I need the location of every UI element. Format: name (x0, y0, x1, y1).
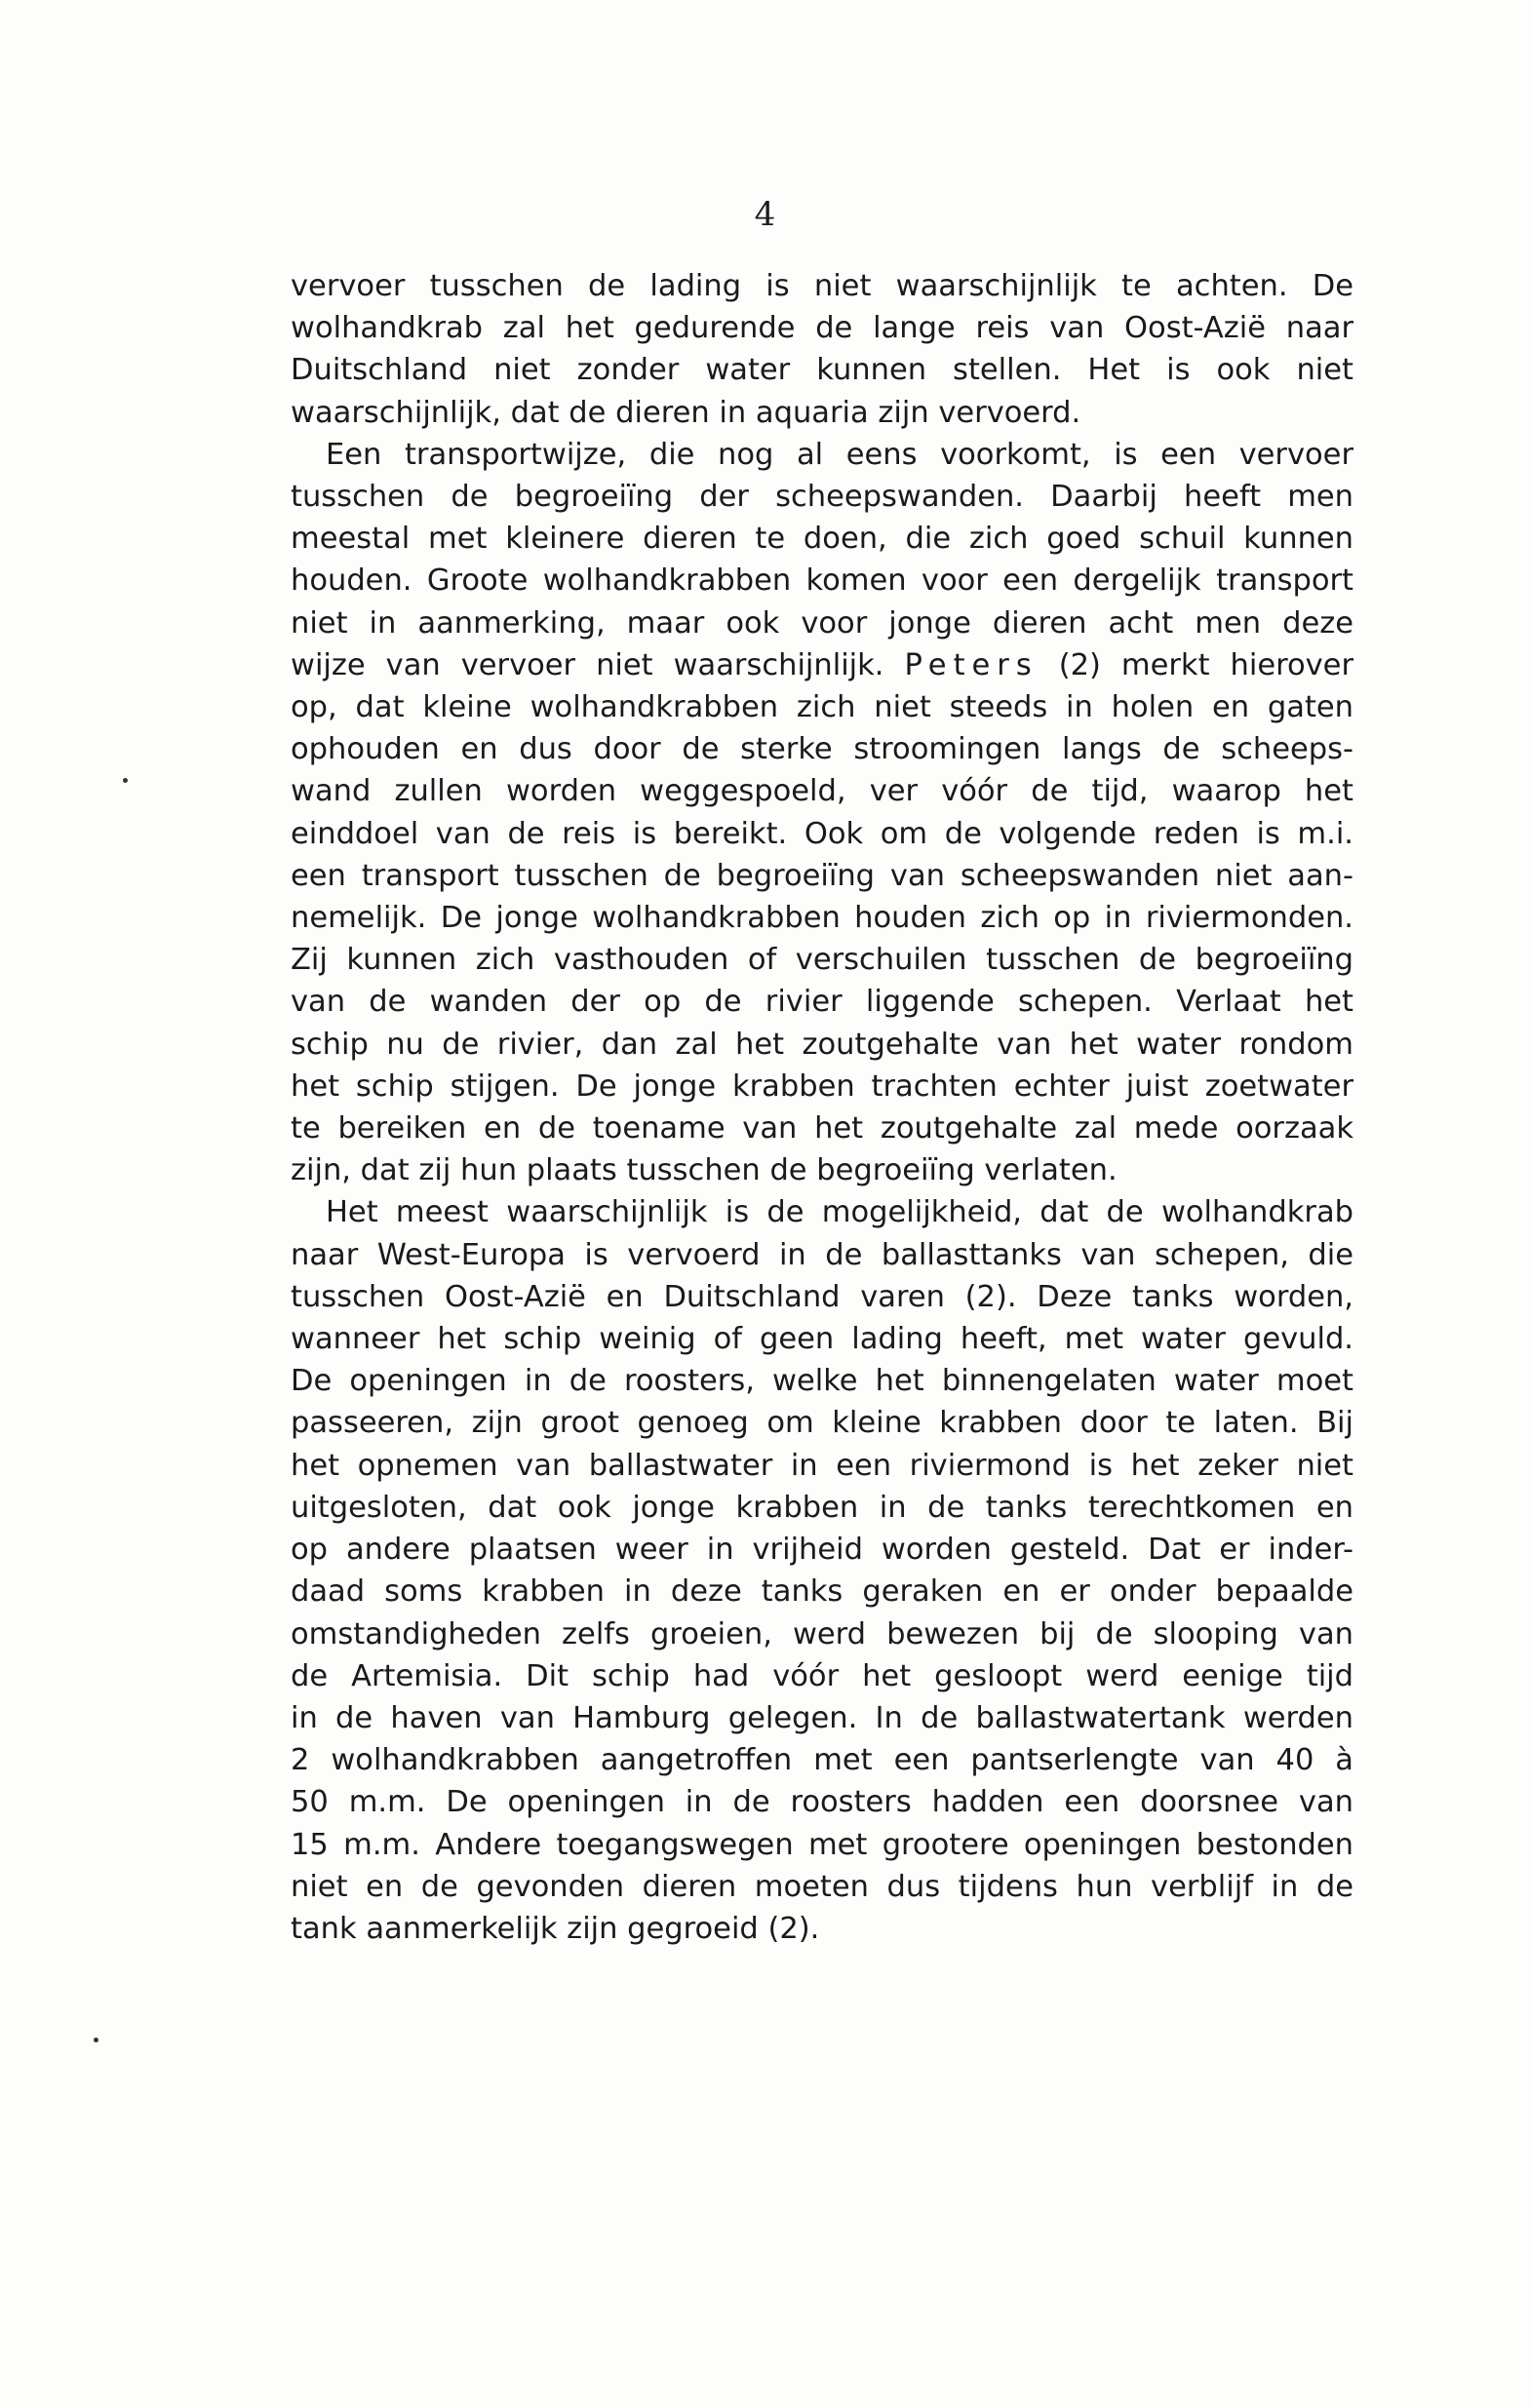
text-line: zijn, dat zij hun plaats tusschen de begroeiïng verlaten. (291, 1153, 1118, 1188)
body-text (291, 265, 1353, 1950)
text-line: nemelijk. De jonge wolhandkrabben houden zich op in riviermonden. (291, 901, 1353, 936)
text-line: op, dat kleine wolhandkrabben zich niet steeds in holen en gaten (291, 690, 1353, 725)
text-line: wanneer het schip weinig of geen lading heeft, met water gevuld. (291, 1322, 1353, 1357)
text-line: wolhandkrab zal het gedurende de lange reis van Oost-Azië naar (291, 311, 1353, 346)
text-line: uitgesloten, dat ook jonge krabben in de tanks terechtkomen en (291, 1490, 1353, 1525)
text-line: daad soms krabben in deze tanks geraken en er onder bepaalde (291, 1574, 1353, 1610)
text-line: het opnemen van ballastwater in een riviermond is het zeker niet (291, 1448, 1353, 1483)
text-line: omstandigheden zelfs groeien, werd bewezen bij de slooping van (291, 1616, 1353, 1651)
text-line: van de wanden der op de rivier liggende schepen. Verlaat het (291, 985, 1353, 1020)
text-line: Zij kunnen zich vasthouden of verschuilen tusschen de begroeiïng (291, 943, 1353, 978)
text-line: tusschen de begroeiïng der scheepswanden. Daarbij heeft men (291, 480, 1353, 515)
text-line: wijze van vervoer niet waarschijnlijk. Peters (2) merkt hierover (291, 647, 1353, 682)
text-line: schip nu de rivier, dan zal het zoutgehalte van het water rondom (291, 1027, 1353, 1062)
text-line: passeeren, zijn groot genoeg om kleine krabben door te laten. Bij (291, 1406, 1353, 1441)
paragraph (291, 434, 1353, 1192)
text-line: niet en de gevonden dieren moeten dus tijdens hun verblijf in de (291, 1869, 1353, 1904)
text-line: De openingen in de roosters, welke het binnengelaten water moet (291, 1364, 1353, 1399)
text-line: een transport tusschen de begroeiïng van scheepswanden niet aan- (291, 858, 1353, 893)
text-line: houden. Groote wolhandkrabben komen voor een dergelijk transport (291, 563, 1353, 599)
text-line: te bereiken en de toename van het zoutgehalte zal mede oorzaak (291, 1111, 1353, 1146)
text-line: de Artemisia. Dit schip had vóór het gesloopt werd eenige tijd (291, 1658, 1353, 1693)
text-line: einddoel van de reis is bereikt. Ook om de volgende reden is m.i. (291, 816, 1353, 851)
text-line: Duitschland niet zonder water kunnen stellen. Het is ook niet (291, 353, 1353, 388)
text-line: in de haven van Hamburg gelegen. In de ballastwatertank werden (291, 1700, 1353, 1735)
scan-speck (94, 2038, 98, 2042)
text-line: op andere plaatsen weer in vrijheid worden gesteld. Dat er inder- (291, 1533, 1353, 1568)
text-line: vervoer tusschen de lading is niet waarschijnlijk te achten. De (291, 269, 1353, 303)
text-line: niet in aanmerking, maar ook voor jonge dieren acht men deze (291, 605, 1353, 641)
text-line: 50 m.m. De openingen in de roosters hadden een doorsnee van (291, 1785, 1353, 1820)
text-line: het schip stijgen. De jonge krabben trachten echter juist zoetwater (291, 1068, 1353, 1104)
text-line: naar West-Europa is vervoerd in de ballasttanks van schepen, die (291, 1237, 1353, 1272)
text-line: 15 m.m. Andere toegangswegen met grootere openingen bestonden (291, 1827, 1353, 1862)
text-line: tank aanmerkelijk zijn gegroeid (2). (291, 1911, 820, 1946)
text-line: waarschijnlijk, dat de dieren in aquaria zijn vervoerd. (291, 395, 1081, 430)
paragraph (291, 1191, 1353, 1950)
text-line: Het meest waarschijnlijk is de mogelijkheid, dat de wolhandkrab (326, 1195, 1353, 1230)
scan-speck (123, 778, 128, 783)
text-line: tusschen Oost-Azië en Duitschland varen (2). Deze tanks worden, (291, 1279, 1353, 1314)
text-line: Een transportwijze, die nog al eens voorkomt, is een vervoer (326, 437, 1353, 472)
text-line: meestal met kleinere dieren te doen, die zich goed schuil kunnen (291, 522, 1353, 557)
paragraph (291, 265, 1353, 434)
text-line: wand zullen worden weggespoeld, ver vóór de tijd, waarop het (291, 774, 1353, 809)
page-number: 4 (754, 195, 776, 234)
text-line: ophouden en dus door de sterke stroomingen langs de scheeps- (291, 732, 1353, 767)
text-line: 2 wolhandkrabben aangetroffen met een pantserlengte van 40 à (291, 1743, 1353, 1778)
author-name: Peters (904, 647, 1039, 682)
